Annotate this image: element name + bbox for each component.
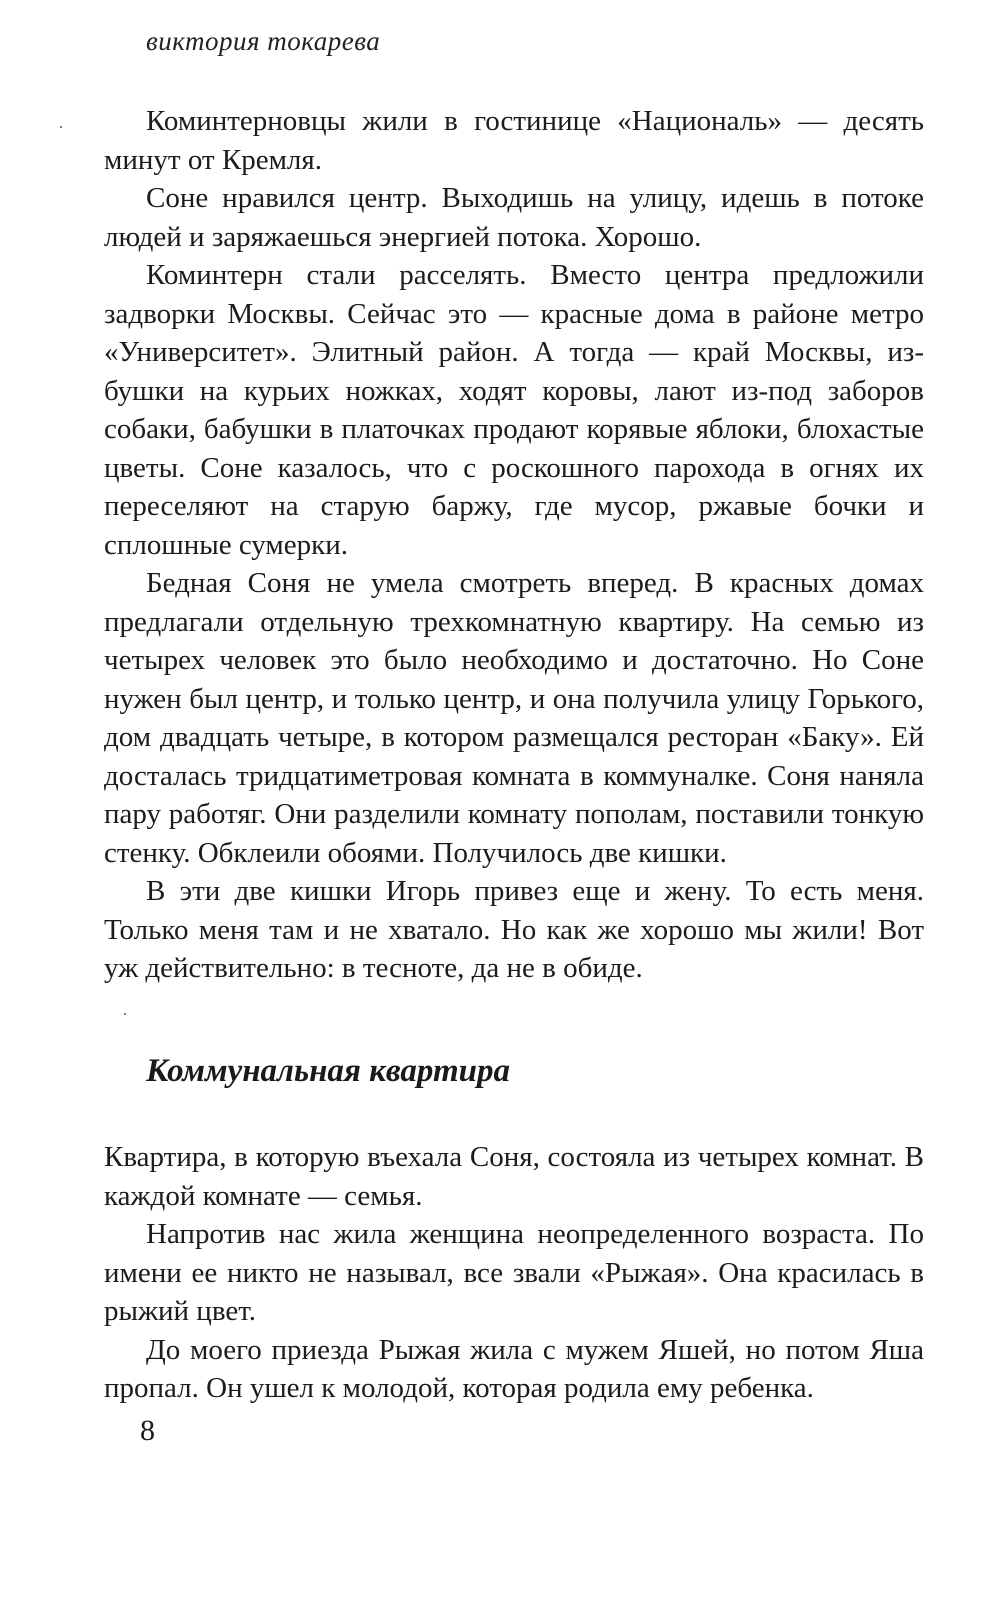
paragraph: Бедная Соня не умела смотреть вперед. В красных домах предлагали отдельную трехкомнатную квартиру. На семью из четырех человек это было необходимо и достаточно. Но Соне нужен был центр, и только центр, и она получила улицу Горького, дом двадцать четыре, в котором размещался ресторан «Баку». Ей досталась тридцатиметровая комната в коммуналке. Соня наняла пару работяг. Они разделили комнату пополам, поставили тонкую стенку. Обклеили обоями. Получилось две кишки.	[104, 567, 924, 869]
paragraph: Квартира, в которую въехала Соня, состояла из четырех комнат. В каждой комнате — семья.	[104, 1141, 924, 1212]
chapter-text	[104, 102, 924, 988]
paragraph: Соне нравился центр. Выходишь на улицу, идешь в потоке людей и заряжаешься энергией потока. Хорошо.	[104, 182, 924, 253]
print-speck	[60, 126, 62, 128]
paragraph: В эти две кишки Игорь привез еще и жену. То есть меня. Только меня там и не хватало. Но как же хорошо мы жили! Вот уж действительно: в тесноте, да не в обиде.	[104, 875, 924, 984]
section-title: Коммунальная квартира	[146, 1053, 510, 1089]
print-speck	[124, 1013, 126, 1015]
paragraph: До моего приезда Рыжая жила с мужем Яшей, но потом Яша пропал. Он ушел к молодой, которая родила ему ребенка.	[104, 1333, 924, 1404]
page-number: 8	[140, 1414, 155, 1447]
paragraph: Напротив нас жила женщина неопределенного возраста. По имени ее никто не называл, все звали «Рыжая». Она красилась в рыжий цвет.	[104, 1218, 924, 1327]
running-head: виктория токарева	[146, 26, 381, 56]
section-text	[104, 1138, 924, 1408]
paragraph: Коминтерновцы жили в гостинице «Националь» — десять минут от Кремля.	[104, 105, 924, 176]
paragraph: Коминтерн стали расселять. Вместо центра предложили задворки Москвы. Сейчас это — красные дома в районе метро «Университет». Элитный район. А тогда — край Москвы, избушки на курьих ножках, ходят коровы, лают из-под заборов собаки, бабушки в платочках продают корявые яблоки, блохастые цветы. Соне казалось, что с роскошного парохода в огнях их переселяют на старую баржу, где мусор, ржавые бочки и сплошные сумерки.	[104, 259, 924, 561]
